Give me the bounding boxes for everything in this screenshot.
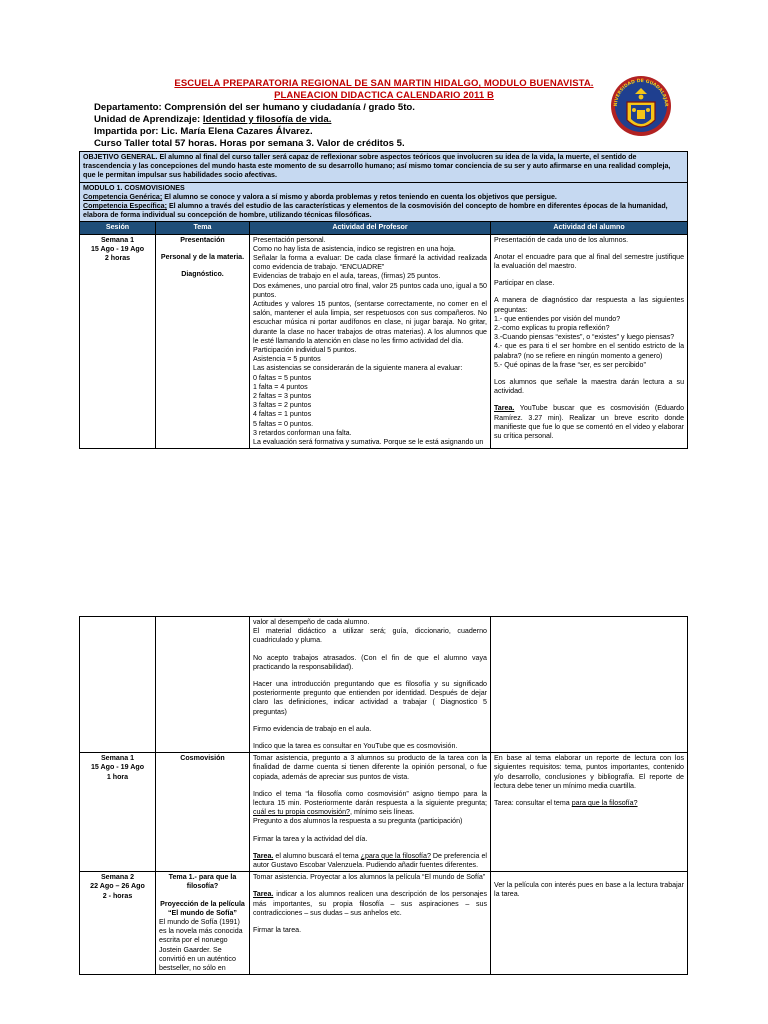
- unidad-label: Unidad de Aprendizaje:: [94, 114, 203, 125]
- sesion-cell: Semana 1 15 Ago - 19 Ago 2 horas: [80, 234, 156, 449]
- table-row: [80, 234, 688, 449]
- curso-line: Curso Taller total 57 horas. Horas por semana 3. Valor de créditos 5.: [94, 138, 405, 149]
- plan-title: PLANEACION DIDACTICA CALENDARIO 2011 B: [274, 90, 494, 101]
- profesor-tarea: Tarea. indicar a los alumnos realicen una descripción de los personajes más importantes, su propia filosofía – sus aspiraciones – sus contradicciones – sus dudas – sus anhelos etc.: [253, 890, 487, 917]
- profesor-cell: Tomar asistencia. Proyectar a los alumnos la película “El mundo de Sofía” Tarea. indicar a los alumnos realicen una descripción de los personajes más importantes, su propia filosofía – sus aspiraciones – sus contradicciones – sus dudas – sus anhelos etc. Firmar la tarea.: [250, 872, 491, 975]
- competencia-especifica: Competencia Específica; El alumno a través del estudio de las características y elementos de la cosmovisión del concepto de hombre en diferentes épocas de la humanidad, elabora de forma individual su concepción de hombre, utilizando técnicas filosóficas.: [83, 202, 668, 220]
- table-row: [80, 617, 688, 753]
- alumno-tarea: Tarea. YouTube buscar que es cosmovisión (Eduardo Ramírez. 3.27 min). Realizar un breve escrito donde manifieste que fue lo que se comentó en el video y elaborar su crítica personal.: [494, 404, 685, 441]
- impartida-line: Impartida por: Lic. María Elena Cazares Álvarez.: [94, 126, 313, 137]
- col-header-sesion: Sesión: [80, 222, 156, 234]
- profesor-cell: valor al desempeño de cada alumno. El material didáctico a utilizar será; guía, diccionario, cuaderno cuadriculado y pluma. No acepto trabajos atrasados. (Con el fin de que el alumno vaya practicando la responsabilidad). Hacer una introducción preguntando que es filosofía y su significado posteriormente pregunto que entienden por identidad. Después de dejar claro las definiciones, indicar actividad a trabajar ( Diagnostico 5 preguntas) Firmo evidencia de trabajo en el aula. Indico que la tarea es consultar en YouTube que es cosmovisión.: [250, 617, 491, 753]
- col-header-profesor: Actividad del Profesor: [250, 222, 491, 234]
- col-header-alumno: Actividad del alumno: [491, 222, 688, 234]
- table-row: [80, 753, 688, 872]
- unidad-line: [94, 114, 331, 125]
- sesion-cell: Semana 1 15 Ago - 19 Ago 1 hora: [80, 753, 156, 872]
- departamento-line: Departamento: Comprensión del ser humano y ciudadanía / grado 5to.: [94, 102, 415, 113]
- plan-table-page2: [79, 616, 688, 975]
- page-2: [0, 616, 768, 1024]
- tema-cell: Presentación Personal y de la materia. Diagnóstico.: [156, 234, 250, 449]
- profesor-cell: Tomar asistencia, pregunto a 3 alumnos su producto de la tarea con la finalidad de darme cuenta si tienen diferente la opinión personal, o fue copiada, además de apreciar sus puntos de vista. Indico el tema “la filosofía como cosmovisión” asigno tiempo para la lectura 15 min. Posteriormente darán respuesta a la siguiente pregunta; cuál es tu propia cosmovisión?, mínimo seis líneas. Pregunto a dos alumnos la respuesta a su pregunta (participación) Firmar la tarea y la actividad del día. Tarea. el alumno buscará el tema ¿para que la filosofía? De preferencia el autor Gustavo Escobar Valenzuela. Pudiendo añadir fuentes diferentes.: [250, 753, 491, 872]
- modulo-block: [80, 182, 688, 222]
- university-crest-logo: [607, 72, 675, 144]
- school-title: ESCUELA PREPARATORIA REGIONAL DE SAN MARTIN HIDALGO, MODULO BUENAVISTA.: [174, 78, 594, 89]
- tema-cell: Cosmovisión: [156, 753, 250, 872]
- alumno-cell: Ver la película con interés pues en base a la lectura trabajar la tarea.: [491, 872, 688, 975]
- unidad-value: Identidad y filosofía de vida.: [202, 114, 332, 125]
- alumno-cell: [491, 617, 688, 753]
- profesor-tarea: Tarea. el alumno buscará el tema ¿para que la filosofía? De preferencia el autor Gustavo Escobar Valenzuela. Pudiendo añadir fuentes diferentes.: [253, 851, 487, 870]
- table-row: [80, 872, 688, 975]
- alumno-cell: En base al tema elaborar un reporte de lectura con los siguientes requisitos: tema, puntos importantes, contenido y/o desarrollo, conclusiones y bibliografía. El reporte de lectura debe tener un mínimo media cuartilla. Tarea: consultar el tema para que la filosofía?: [491, 753, 688, 872]
- tema-cell: Tema 1.- para que la filosofía? Proyección de la película “El mundo de Sofía” El mundo de Sofía (1991) es la novela más conocida escrita por el noruego Jostein Gaarder. Se convirtió en un auténtico bestseller, no sólo en: [156, 872, 250, 975]
- competencia-generica: Competencia Genérica; El alumno se conoce y valora a sí mismo y aborda problemas y retos teniendo en cuenta los objetivos que persigue.: [83, 192, 557, 201]
- profesor-cell: Presentación personal. Como no hay lista de asistencia, indico se registren en una hoja. Señalar la forma a evaluar: De cada clase firmaré la actividad realizada como evidencia de trabajo. “ENCUADRE” Evidencias de trabajo en el aula, tareas, (firmas) 25 puntos. Dos exámenes, uno parcial otro final, valor 25 puntos cada uno, igual a 50 puntos. Actitudes y valores 15 puntos, (sentarse correctamente, no comer en el salón, mantener el aula limpia, ser respetuosos con sus compañeros. No escuchar música ni portar audífonos en clase, ni jugar baraja. No gritar, durante la clase no hacer trabajos de otras materias). A los alumnos que le esté llamando la atención en clase no les firmo actividad del día. Participación individual 5 puntos. Asistencia = 5 puntos Las asistencias se considerarán de la siguiente manera al evaluar: 0 faltas = 5 puntos 1 falta = 4 puntos 2 faltas = 3 puntos 3 faltas = 2 puntos 4 faltas = 1 puntos 5 faltas = 0 puntos. 3 retardos conforman una falta. La evaluación será formativa y sumativa. Porque se le está asignando un: [250, 234, 491, 449]
- svg-text:UNIVERSIDAD DE GUADALAJARA: NIVERSIDAD DE GUADALAJAR: [613, 78, 669, 107]
- tema-cell: [156, 617, 250, 753]
- sesion-cell: [80, 617, 156, 753]
- modulo-title: MODULO 1. COSMOVISIONES: [83, 183, 185, 192]
- alumno-cell: Presentación de cada uno de los alumnos. Anotar el encuadre para que al final del semestre justifique la evaluación del maestro. Participar en clase. A manera de diagnóstico dar respuesta a las siguientes preguntas: 1.- que entiendes por visión del mundo? 2.-como explicas tu propia reflexión? 3.-Cuando piensas “existes”, o “existes” y luego piensas? 4.- que es para ti el ser hombre en el sentido estricto de la palabra? (no se refiere en ningún momento a genero) 5.- Qué opinas de la frase “ser, es ser percibido” Los alumnos que señale la maestra darán lectura a su actividad. Tarea. YouTube buscar que es cosmovisión (Eduardo Ramírez. 3.27 min). Realizar un breve escrito donde manifieste que fue lo que se comentó en el video y elaborar su crítica personal.: [491, 234, 688, 449]
- objetivo-general: OBJETIVO GENERAL. El alumno al final del curso taller será capaz de reflexionar sobre aspectos teóricos que involucren su idea de la vida, la muerte, el sentido de trascendencia y las concepciones del mundo hasta este momento de su desarrollo humano; así mismo tomar conciencia de su ser y auto afirmarse en una realidad compleja, que le permitan impulsar sus habilidades socio afectivas.: [80, 152, 688, 183]
- sesion-cell: Semana 2 22 Ago – 26 Ago 2 - horas: [80, 872, 156, 975]
- col-header-tema: Tema: [156, 222, 250, 234]
- plan-table-page1: [79, 151, 688, 449]
